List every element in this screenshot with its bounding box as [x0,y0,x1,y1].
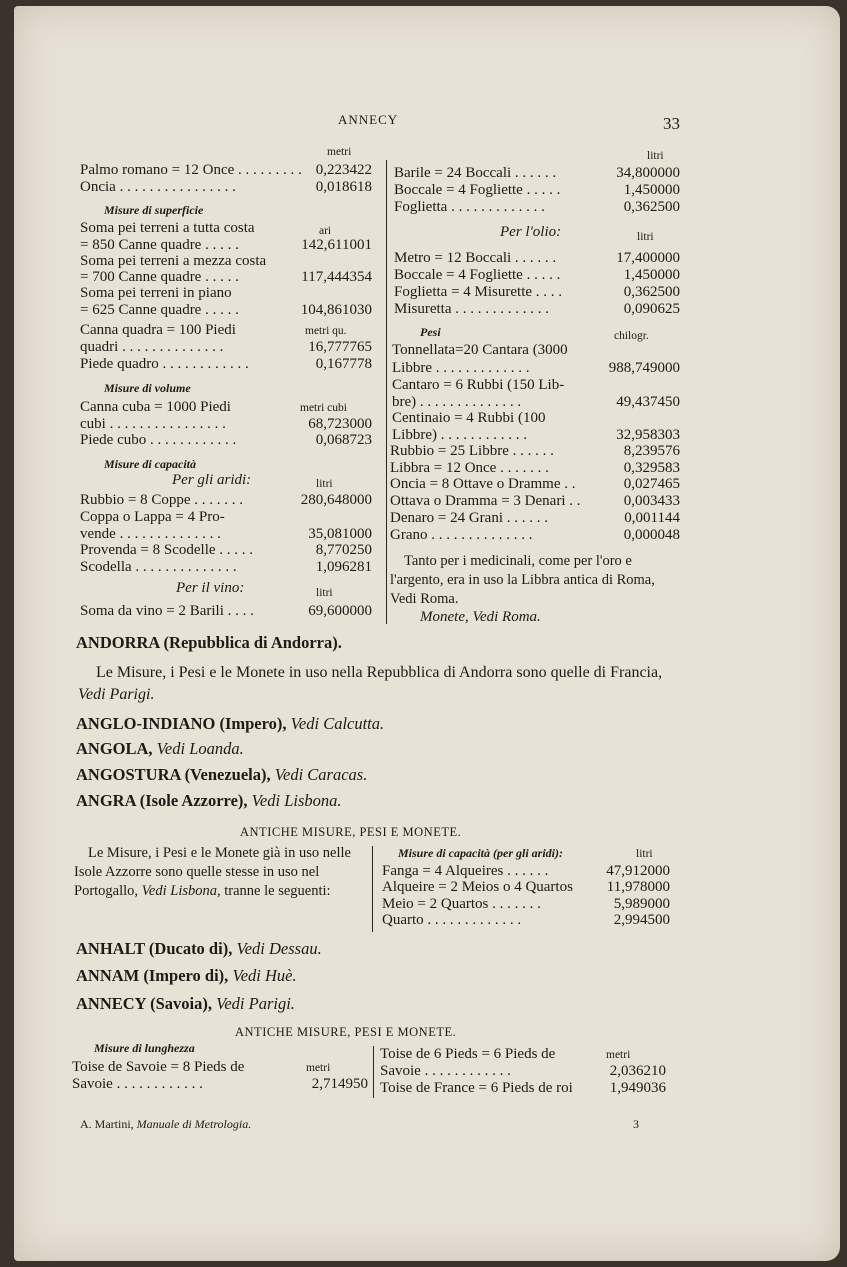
table-row: Cantaro = 6 Rubbi (150 Lib- [392,377,565,393]
table-row: Provenda = 8 Scodelle . . . . . 8,770250 [80,542,372,558]
table-row: Libbre) . . . . . . . . . . . . 32,958303 [392,427,680,443]
unit-label: metri [327,146,352,158]
entry-anglo-indiano: ANGLO-INDIANO (Impero), Vedi Calcutta. [76,714,385,733]
table-row: Tonnellata=20 Cantara (3000 [392,342,568,358]
table-row: quadri . . . . . . . . . . . . . . 16,777765 [80,339,372,355]
entry-andorra: ANDORRA (Repubblica di Andorra). [76,633,342,652]
table-row: Alqueire = 2 Meios o 4 Quartos 11,978000 [382,879,670,895]
footer-author: A. Martini, Manuale di Metrologia. [80,1117,252,1131]
table-row: Denaro = 24 Grani . . . . . . 0,001144 [390,510,680,526]
entry-paragraph: Le Misure, i Pesi e le Monete in uso nella Repubblica di Andorra sono quelle di Francia, Vedi Parigi. [78,664,663,703]
section-heading: Pesi [420,325,441,339]
table-row: Boccale = 4 Fogliette . . . . . 1,450000 [394,182,680,198]
table-row: Oncia = 8 Ottave o Dramme . . 0,027465 [390,476,680,492]
table-row: Piede quadro . . . . . . . . . . . . 0,167778 [80,356,372,372]
table-row: Toise de Savoie = 8 Pieds de [72,1059,245,1075]
table-row: Misuretta . . . . . . . . . . . . . 0,090625 [394,301,680,317]
entry-angra: ANGRA (Isole Azzorre), Vedi Lisbona. [76,791,342,810]
running-header: ANNECY [338,112,399,127]
table-row: = 850 Canne quadre . . . . . 142,611001 [80,237,372,253]
unit-label: metri [306,1062,331,1074]
subheading: Per l'olio: [500,224,562,240]
table-row: Palmo romano = 12 Once . . . . . . . . . 0,223422 [80,162,372,178]
unit-label: litri [647,150,664,162]
table-row: Toise de 6 Pieds = 6 Pieds de [380,1046,556,1062]
table-row: Libbre . . . . . . . . . . . . . 988,749000 [392,360,680,376]
table-row: Canna cuba = 1000 Piedi [80,399,231,415]
unit-label: metri [606,1049,631,1061]
table-row: Metro = 12 Boccali . . . . . . 17,400000 [394,250,680,266]
unit-label: litri [316,587,333,599]
entry-angostura: ANGOSTURA (Venezuela), Vedi Caracas. [76,765,368,784]
section-heading: Misure di volume [104,381,191,395]
table-row: Soma da vino = 2 Barili . . . . 69,600000 [80,603,372,619]
table-row: Libbra = 12 Once . . . . . . . 0,329583 [390,460,680,476]
table-row: Scodella . . . . . . . . . . . . . . 1,096281 [80,559,372,575]
table-row: Oncia . . . . . . . . . . . . . . . . 0,018618 [80,179,372,195]
table-row: Fanga = 4 Alqueires . . . . . . 47,912000 [382,863,670,879]
table-row: Foglietta = 4 Misurette . . . . 0,362500 [394,284,680,300]
table-row: Quarto . . . . . . . . . . . . . 2,994500 [382,912,670,928]
table-row: = 625 Canne quadre . . . . . 104,861030 [80,302,372,318]
page-number: 33 [663,114,680,133]
table-row: Rubbio = 25 Libbre . . . . . . 8,239576 [390,443,680,459]
section-heading: Misure di capacità [104,457,196,471]
table-row: vende . . . . . . . . . . . . . . 35,081000 [80,526,372,542]
column-divider [372,846,373,932]
unit-label: ari [319,225,332,237]
table-row: Canna quadra = 100 Piedi [80,322,236,338]
table-row: = 700 Canne quadre . . . . . 117,444354 [80,269,372,285]
table-row: Foglietta . . . . . . . . . . . . . 0,362500 [394,199,680,215]
subheading: Per gli aridi: [172,472,252,488]
table-row: Toise de France = 6 Pieds de roi 1,949036 [380,1080,666,1096]
table-row: bre) . . . . . . . . . . . . . . 49,437450 [392,394,680,410]
table-row: Centinaio = 4 Rubbi (100 [392,410,546,426]
entry-paragraph: Le Misure, i Pesi e le Monete già in uso nelle Isole Azzorre sono quelle stesse in uso nel Portogallo, Vedi Lisbona, tranne le seguenti: [74,845,351,899]
unit-label: litri [316,478,333,490]
entry-angola: ANGOLA, Vedi Loanda. [76,739,244,758]
column-divider [373,1046,374,1098]
unit-label: litri [636,848,653,860]
column-divider [386,160,387,624]
table-row: Meio = 2 Quartos . . . . . . . 5,989000 [382,896,670,912]
subheading: Per il vino: [176,580,245,596]
table-row: Rubbio = 8 Coppe . . . . . . . 280,648000 [80,492,372,508]
section-heading: Misure di capacità (per gli aridi): [398,846,563,860]
signature-mark: 3 [633,1117,639,1131]
table-row: Barile = 24 Boccali . . . . . . 34,800000 [394,165,680,181]
table-row: Savoie . . . . . . . . . . . . 2,714950 [72,1076,368,1092]
section-title: ANTICHE MISURE, PESI E MONETE. [235,1025,457,1039]
unit-label: chilogr. [614,330,649,342]
table-row: Boccale = 4 Fogliette . . . . . 1,450000 [394,267,680,283]
table-row: Soma pei terreni a tutta costa [80,220,255,236]
table-row: Grano . . . . . . . . . . . . . . 0,000048 [390,527,680,543]
table-row: Soma pei terreni in piano [80,285,232,301]
table-row: Savoie . . . . . . . . . . . . 2,036210 [380,1063,666,1079]
table-row: Piede cubo . . . . . . . . . . . . 0,068723 [80,432,372,448]
entry-annam: ANNAM (Impero di), Vedi Huè. [76,966,297,985]
unit-label: litri [637,231,654,243]
entry-anhalt: ANHALT (Ducato di), Vedi Dessau. [76,939,322,958]
table-row: Coppa o Lappa = 4 Pro- [80,509,225,525]
table-row: Soma pei terreni a mezza costa [80,253,267,269]
section-heading: Misure di superficie [104,203,204,217]
note-paragraph: Tanto per i medicinali, come per l'oro e l'argento, era in uso la Libbra antica di Roma, Vedi Roma. [390,553,655,607]
cross-reference: Monete, Vedi Roma. [420,609,541,625]
section-title: ANTICHE MISURE, PESI E MONETE. [240,825,462,839]
entry-annecy: ANNECY (Savoia), Vedi Parigi. [76,994,295,1013]
table-row: Ottava o Dramma = 3 Denari . . 0,003433 [390,493,680,509]
table-row: cubi . . . . . . . . . . . . . . . . 68,723000 [80,416,372,432]
unit-label: metri cubi [300,402,347,414]
unit-label: metri qu. [305,325,347,337]
section-heading: Misure di lunghezza [94,1041,195,1055]
